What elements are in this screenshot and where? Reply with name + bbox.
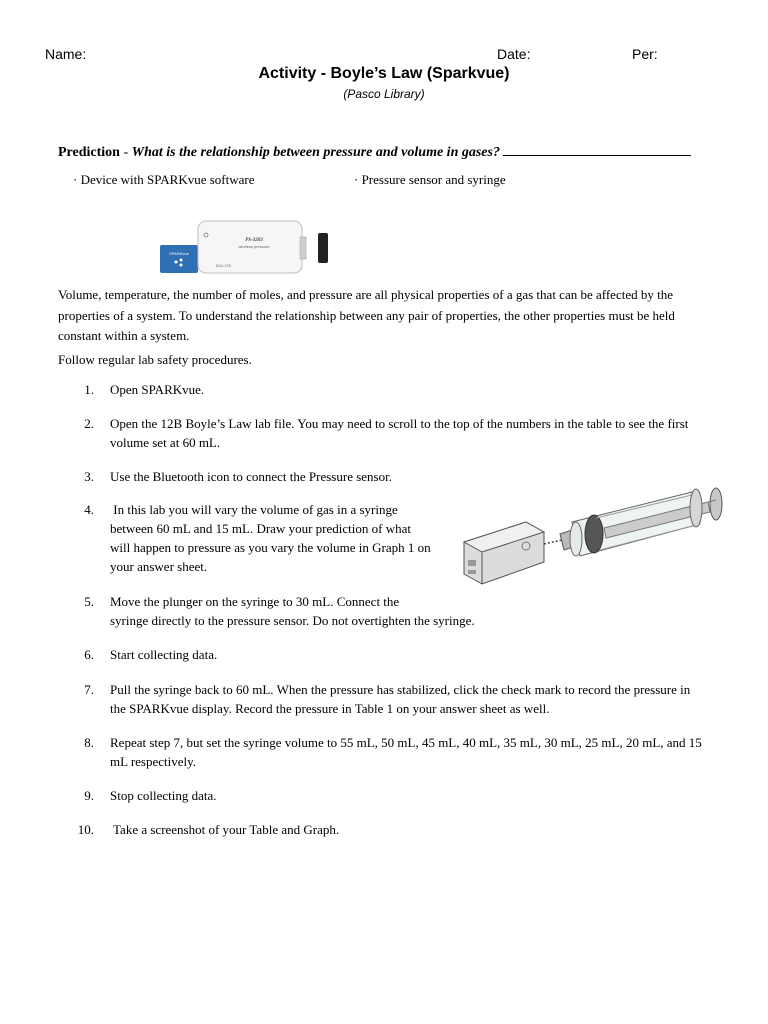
prediction-label: Prediction: [58, 145, 120, 160]
intro-paragraph: Volume, temperature, the number of moles, and pressure are all physical properties of a gas that can be affected by the properties of a system. To understand the relationship between any pair of properties, the other properties must be held constant within a system.: [58, 287, 675, 343]
step-text-line: volume set at 60 mL.: [110, 435, 221, 450]
step-text: [110, 733, 702, 771]
step-text: [110, 414, 688, 452]
step-number: 10.: [77, 822, 94, 837]
step-text: [110, 786, 217, 805]
step-number: 7.: [84, 682, 94, 697]
step-number: 2.: [84, 416, 94, 431]
step-text: [110, 380, 204, 399]
step-text-line: between 60 mL and 15 mL. Draw your prediction of what: [110, 521, 411, 536]
page-title: Activity - Boyle’s Law (Sparkvue): [258, 65, 510, 82]
prediction-separator: -: [119, 145, 132, 160]
step-text-line: syringe directly to the pressure sensor. Do not overtighten the syringe.: [110, 613, 475, 628]
prediction-answer-blank: [503, 143, 691, 156]
pressure-sensor-icon: [464, 522, 544, 584]
step-text-line: Repeat step 7, but set the syringe volume to 55 mL, 50 mL, 45 mL, 40 mL, 35 mL, 30 mL, 25 mL, 20 mL, and 15: [110, 735, 702, 750]
sensor-id-label: 624-178: [216, 263, 231, 268]
step-text-line: Stop collecting data.: [110, 788, 217, 803]
name-label: Name:: [45, 46, 87, 62]
step-text: [110, 820, 339, 839]
material-item-sensor: · Pressure sensor and syringe: [354, 172, 506, 187]
step-text-line: Open SPARKvue.: [110, 382, 205, 397]
step-number: 4.: [84, 502, 94, 517]
syringe-icon: [544, 488, 722, 556]
step-text: [110, 680, 690, 718]
step-text-line: your answer sheet.: [110, 559, 208, 574]
sensor-name-label: wireless pressure: [238, 244, 270, 249]
step-number: 1.: [84, 382, 94, 397]
step-text-line: Open the 12B Boyle’s Law lab file. You may need to scroll to the top of the numbers in the table to see the first: [110, 416, 689, 431]
step-text-line: mL respectively.: [110, 754, 197, 769]
tablet-label: SPARKvue: [169, 251, 189, 256]
sensor-model-label: PS-3203: [245, 238, 263, 243]
prediction-question: What is the relationship between pressure and volume in gases?: [131, 145, 500, 160]
step-number: 8.: [84, 735, 94, 750]
step-number: 6.: [84, 647, 94, 662]
syringe-and-sensor-image: [460, 478, 728, 596]
step-text-line: In this lab you will vary the volume of gas in a syringe: [110, 502, 398, 517]
material-item-device: · Device with SPARKvue software: [73, 172, 255, 187]
safety-note: Follow regular lab safety procedures.: [58, 352, 252, 367]
step-text-line: Move the plunger on the syringe to 30 mL. Connect the: [110, 594, 400, 609]
step-text-line: the SPARKvue display. Record the pressure in Table 1 on your answer sheet as well.: [110, 701, 550, 716]
step-text: [110, 592, 475, 630]
step-text: [110, 467, 392, 486]
step-number: 9.: [84, 788, 94, 803]
prediction-line: [58, 143, 691, 161]
step-text-line: Pull the syringe back to 60 mL. When the pressure has stabilized, click the check mark to record the pressure in: [110, 682, 691, 697]
step-text-line: Take a screenshot of your Table and Graph.: [110, 822, 340, 837]
step-text: [110, 645, 217, 664]
page-subtitle: (Pasco Library): [343, 87, 425, 101]
period-label: Per:: [632, 46, 658, 62]
tablet-icon: [160, 245, 198, 273]
step-text-line: will happen to pressure as you vary the volume in Graph 1 on: [110, 540, 431, 555]
step-text-line: Start collecting data.: [110, 647, 218, 662]
step-number: 3.: [84, 469, 94, 484]
step-text-line: Use the Bluetooth icon to connect the Pressure sensor.: [110, 469, 392, 484]
step-text: [110, 500, 431, 576]
step-number: 5.: [84, 594, 94, 609]
date-label: Date:: [497, 46, 531, 62]
device-and-sensor-image: [158, 215, 330, 277]
